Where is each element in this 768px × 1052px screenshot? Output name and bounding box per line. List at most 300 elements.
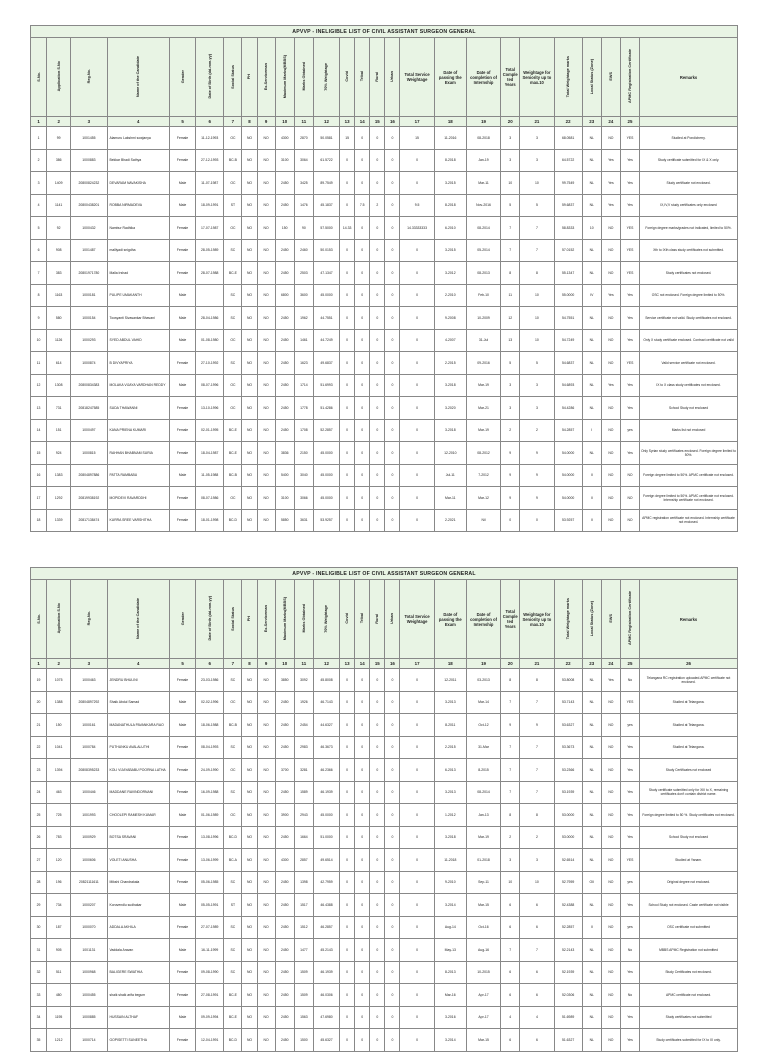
table-cell: NL	[582, 1006, 601, 1029]
table-cell: Male	[169, 1006, 195, 1029]
column-header: S.No.	[31, 38, 47, 117]
table-cell: 0	[385, 916, 400, 939]
table-cell: 16-09-1988	[196, 781, 224, 804]
column-header: Remarks	[640, 38, 738, 117]
table-cell: 0	[355, 1029, 370, 1052]
table-cell: NO	[242, 397, 257, 420]
table-cell: Female	[169, 759, 195, 782]
table-cell: 2	[520, 826, 554, 849]
table-cell: 52.2143	[554, 939, 582, 962]
table-cell: 3-2018	[434, 419, 466, 442]
table-cell: 0	[385, 487, 400, 510]
table-cell: Female	[169, 149, 195, 172]
table-cell: yes	[620, 916, 639, 939]
table-cell: Male	[169, 804, 195, 827]
table-cell: 0	[370, 894, 385, 917]
table-cell: 1308	[47, 374, 71, 397]
table-cell: 6	[520, 984, 554, 1007]
table-cell: Yes	[620, 894, 639, 917]
table-cell: 12	[501, 307, 520, 330]
table-cell: Marks list not enclosed	[640, 419, 738, 442]
table-cell: 49.6514	[313, 849, 339, 872]
table-cell: NO	[601, 329, 620, 352]
table-cell: 0	[340, 149, 355, 172]
table-title: APVVP - INELIGIBLE LIST OF CIVIL ASSISTANT SURGEON GENERAL	[31, 26, 738, 38]
table-cell: NO	[601, 487, 620, 510]
table-cell: 8	[520, 669, 554, 692]
table-cell: Feb-10	[466, 284, 500, 307]
table-cell: KOLI VIJAYABABU POORNA LATHA	[107, 759, 169, 782]
table-cell: KANA PRIENA KUMARI	[107, 419, 169, 442]
table-cell: 31-Mar	[466, 736, 500, 759]
table-cell: Male	[169, 194, 195, 217]
table-row	[31, 1029, 738, 1052]
column-number: 23	[582, 117, 601, 127]
table-cell: NO	[242, 442, 257, 465]
table-cell: Toosyanti Sivasankar Bhavani	[107, 307, 169, 330]
table-cell: BC-D	[224, 826, 242, 849]
table-cell: 99.7549	[554, 172, 582, 195]
table-cell: Study certificate not enclosed.	[640, 172, 738, 195]
table-cell: NL	[582, 239, 601, 262]
table-cell: 0	[340, 487, 355, 510]
table-cell: 46.1939	[313, 961, 339, 984]
column-number: 18	[434, 117, 466, 127]
table-cell: 0	[340, 849, 355, 872]
table-cell: 1075	[47, 669, 71, 692]
table-cell: 13	[31, 397, 47, 420]
table-cell: NO	[257, 509, 275, 532]
column-number: 11	[294, 117, 313, 127]
table-cell: 0	[400, 262, 434, 285]
column-number: 12	[313, 117, 339, 127]
table-cell: 0	[385, 894, 400, 917]
table-cell: NL	[582, 894, 601, 917]
table-cell: 0	[340, 669, 355, 692]
table-cell: NO	[257, 871, 275, 894]
column-header: APMC Registration Certificate	[620, 38, 639, 117]
table-cell: OC	[224, 217, 242, 240]
column-header: Total Service Weightage	[400, 38, 434, 117]
table-cell: NO	[242, 329, 257, 352]
table-cell: NO	[242, 961, 257, 984]
column-header: Urban	[385, 580, 400, 659]
table-cell: 0	[340, 714, 355, 737]
table-cell: 27-12-1993	[196, 149, 224, 172]
column-header: Name of the Candidate	[107, 38, 169, 117]
table-cell: 0	[340, 239, 355, 262]
table-cell: 10	[582, 217, 601, 240]
table-cell: 1001455	[71, 127, 107, 150]
table-cell: 45.0000	[313, 284, 339, 307]
table-cell: Mar-19	[466, 374, 500, 397]
table-cell: NO	[601, 714, 620, 737]
table-cell: OSC certificate not submitted	[640, 916, 738, 939]
table-cell: Nil	[466, 509, 500, 532]
table-cell: 27-07-1989	[196, 916, 224, 939]
table-cell: 5850	[275, 509, 294, 532]
table-cell: 9	[520, 714, 554, 737]
table-cell: Yes	[620, 194, 639, 217]
table-row	[31, 194, 738, 217]
table-cell: 2-2015	[434, 736, 466, 759]
table-cell: Mar-15	[466, 1029, 500, 1052]
table-cell: NO	[620, 464, 639, 487]
table-cell: 0	[385, 714, 400, 737]
column-number: 25	[620, 117, 639, 127]
table-cell: 34	[31, 1006, 47, 1029]
table-cell: RAHHAN BHABNAM SURIA	[107, 442, 169, 465]
column-number: 14	[355, 117, 370, 127]
table-cell: NO	[242, 419, 257, 442]
table-cell: 1000207	[71, 894, 107, 917]
table-cell: 2450	[275, 1006, 294, 1029]
table-cell: 0	[385, 1029, 400, 1052]
table-cell: 0	[340, 871, 355, 894]
table-cell: ROBBA NIRMADEVA	[107, 194, 169, 217]
table-cell: 44.7551	[313, 307, 339, 330]
table-cell: NO	[242, 262, 257, 285]
table-cell: 44.7249	[313, 329, 339, 352]
table-cell: 1141	[47, 194, 71, 217]
column-header: Name of the Candidate	[107, 580, 169, 659]
table-cell: Mar-21	[466, 397, 500, 420]
table-cell: 3631	[294, 509, 313, 532]
table-cell: NL	[582, 194, 601, 217]
table-cell: 0	[400, 239, 434, 262]
table-cell: Yes	[601, 149, 620, 172]
table-cell: 02-02-1996	[196, 691, 224, 714]
table-cell: 0	[400, 374, 434, 397]
table-cell: NL	[582, 172, 601, 195]
table-cell: NL	[582, 781, 601, 804]
table-cell: 53.7143	[554, 691, 582, 714]
table-cell: SC	[224, 871, 242, 894]
table-cell: 1409	[47, 172, 71, 195]
column-number: 24	[601, 659, 620, 669]
table-cell: 1509	[294, 984, 313, 1007]
table-cell: 2450	[275, 826, 294, 849]
table-cell: NO	[601, 804, 620, 827]
column-number: 1	[31, 117, 47, 127]
table-cell: 7	[501, 939, 520, 962]
table-cell: 2450	[275, 916, 294, 939]
column-number: 12	[313, 659, 339, 669]
table-cell: 53.2366	[554, 759, 582, 782]
table-cell: 1001487	[71, 239, 107, 262]
table-cell: NO	[242, 217, 257, 240]
table-cell: 1477	[294, 939, 313, 962]
table-cell: NO	[242, 669, 257, 692]
table-cell: Male	[169, 894, 195, 917]
table-cell: Male	[169, 307, 195, 330]
column-number: 26	[640, 659, 738, 669]
table-cell: 53.0000	[554, 804, 582, 827]
table-cell: Female	[169, 1029, 195, 1052]
table-cell: Jan-19	[466, 149, 500, 172]
column-number: 6	[196, 659, 224, 669]
table-cell: NL	[582, 759, 601, 782]
table-cell: 150	[275, 217, 294, 240]
table-cell: 09-08-1990	[196, 961, 224, 984]
table-cell: PATTA RAMBABU	[107, 464, 169, 487]
table-cell: 1339	[47, 509, 71, 532]
table-cell: SC	[224, 239, 242, 262]
table-cell: 1589	[294, 781, 313, 804]
table-cell: 1000874	[71, 352, 107, 375]
table-cell: YES	[620, 352, 639, 375]
table-cell: 0	[385, 352, 400, 375]
table-cell: 0	[340, 442, 355, 465]
column-header: Date of Birth (dd-mm-yy)	[196, 38, 224, 117]
table-cell: 3092	[294, 669, 313, 692]
table-cell: 120	[47, 849, 71, 872]
table-cell: 2450	[275, 871, 294, 894]
table-cell: 4	[520, 1006, 554, 1029]
table-cell: 9-2008	[434, 307, 466, 330]
column-number: 6	[196, 117, 224, 127]
table-cell: 3700	[275, 759, 294, 782]
table-cell: 20800438201	[71, 194, 107, 217]
table-cell: NO	[601, 894, 620, 917]
table-cell: 20800834383	[71, 374, 107, 397]
table-cell: Study certificate submitted only for XIII to X, remaining certificates don't contain district name.	[640, 781, 738, 804]
table-cell: 18-01-1998	[196, 509, 224, 532]
table-cell: 7	[501, 781, 520, 804]
table-cell: 52.2857	[554, 916, 582, 939]
table-cell: 0	[355, 239, 370, 262]
table-cell: 1292	[47, 487, 71, 510]
column-header: Date of passing the Exam	[434, 38, 466, 117]
table-cell: 0	[400, 419, 434, 442]
table-cell: 53.9257	[313, 509, 339, 532]
table-cell: BC-E	[224, 1006, 242, 1029]
table-cell: 46.3673	[313, 736, 339, 759]
table-cell: 20817138474	[71, 509, 107, 532]
column-number: 5	[169, 117, 195, 127]
table-cell: 0	[385, 329, 400, 352]
table-cell: 8-2013	[434, 961, 466, 984]
table-cell: 1000883	[71, 149, 107, 172]
table-cell: Apr-17	[466, 984, 500, 1007]
table-cell: 7	[520, 691, 554, 714]
table-cell: 20804897886	[71, 464, 107, 487]
table-cell: 18	[31, 509, 47, 532]
table-row	[31, 849, 738, 872]
table-cell: 8-2018	[434, 149, 466, 172]
table-cell: GOPISETTI SUNEETHA	[107, 1029, 169, 1052]
table-cell: CHOOLEPI RAMESH KUMAR	[107, 804, 169, 827]
table-cell: Yes	[601, 284, 620, 307]
table-cell: 0	[370, 442, 385, 465]
table-cell: 45.0000	[313, 464, 339, 487]
table-cell: School Study not enclosed	[640, 397, 738, 420]
table-cell: 33	[31, 984, 47, 1007]
table-cell: 7-2012	[466, 464, 500, 487]
column-header: Total Completed Years	[501, 580, 520, 659]
table-cell: ST	[224, 194, 242, 217]
table-cell: 9	[501, 714, 520, 737]
table-cell: NO	[601, 262, 620, 285]
column-number: 14	[355, 659, 370, 669]
table-cell: 0	[400, 149, 434, 172]
table-cell: OC	[224, 374, 242, 397]
table-cell: yes	[620, 871, 639, 894]
table-cell: NO	[257, 127, 275, 150]
table-cell: SC	[224, 736, 242, 759]
table-cell: 53.6327	[554, 714, 582, 737]
table-cell: 52.1939	[554, 961, 582, 984]
table-cell: NO	[242, 894, 257, 917]
table-cell: 1000154	[71, 307, 107, 330]
table-cell: Jan-13	[466, 804, 500, 827]
table-cell: 31	[31, 939, 47, 962]
table-cell: 27	[31, 849, 47, 872]
table-cell: 0	[370, 329, 385, 352]
table-cell: 0	[340, 984, 355, 1007]
column-number: 21	[520, 659, 554, 669]
column-number: 9	[257, 659, 275, 669]
table-cell: YES	[620, 849, 639, 872]
table-cell: 1000497	[71, 419, 107, 442]
table-cell: 2450	[275, 939, 294, 962]
table-cell: 0	[340, 329, 355, 352]
column-number: 10	[275, 117, 294, 127]
table-cell: NO	[242, 374, 257, 397]
table-cell: 0	[385, 509, 400, 532]
table-cell: 9	[520, 487, 554, 510]
table-cell: NL	[582, 149, 601, 172]
table-cell: OC	[224, 759, 242, 782]
table-cell: 0	[370, 984, 385, 1007]
table-cell: 0	[340, 419, 355, 442]
table-cell: 54.0000	[554, 442, 582, 465]
table-cell: 21	[31, 714, 47, 737]
table-cell: 2450	[275, 307, 294, 330]
table-cell: Yes	[620, 781, 639, 804]
table-cell: Yes	[620, 172, 639, 195]
table-cell: 2-2015	[434, 352, 466, 375]
table-cell: 0	[355, 714, 370, 737]
table-cell: SC	[224, 961, 242, 984]
table-cell: DEVARAM NAVAKISHA	[107, 172, 169, 195]
table-cell: 0	[340, 194, 355, 217]
table-cell: 54.4286	[554, 397, 582, 420]
table-cell: NL	[582, 939, 601, 962]
column-header: Covid	[340, 38, 355, 117]
table-cell: 7	[520, 239, 554, 262]
table-cell: NO	[601, 397, 620, 420]
table-cell: 09-09-1994	[196, 1006, 224, 1029]
table-cell: NO	[242, 487, 257, 510]
table-cell: Female	[169, 826, 195, 849]
table-cell: 42.7959	[313, 871, 339, 894]
table-cell: PULIPE UMAKANTH	[107, 284, 169, 307]
table-cell: 3064	[294, 149, 313, 172]
table-cell: NO	[242, 939, 257, 962]
table-cell: 0	[400, 984, 434, 1007]
table-cell: 0	[400, 1029, 434, 1052]
table-cell: 54.0000	[554, 487, 582, 510]
table-cell: 01-06-1989	[196, 804, 224, 827]
table-cell: 9	[31, 307, 47, 330]
table-cell: 3900	[275, 804, 294, 827]
table-cell: 0	[370, 352, 385, 375]
table-cell: 68.0581	[554, 127, 582, 150]
table-cell: JENDRU BHULINI	[107, 669, 169, 692]
table-cell: YES	[620, 262, 639, 285]
table-cell: 90	[294, 217, 313, 240]
table-cell: YES	[620, 217, 639, 240]
table-cell: 13-10-1996	[196, 397, 224, 420]
table-cell: 11-07-1987	[196, 172, 224, 195]
table-cell: Study Certificates not enclosed.	[640, 961, 738, 984]
table-cell: 10-2009	[466, 307, 500, 330]
table-cell: 30	[31, 916, 47, 939]
table-cell: 19	[31, 669, 47, 692]
table-cell: 0	[370, 262, 385, 285]
table-row	[31, 284, 738, 307]
table-cell: IV	[582, 284, 601, 307]
table-cell: 45.2143	[313, 939, 339, 962]
column-header: Ex-Serviceman	[257, 580, 275, 659]
table-cell: 0	[355, 509, 370, 532]
table-cell: 53.3673	[554, 736, 582, 759]
table-cell: 16-11-1999	[196, 939, 224, 962]
column-header: Total Weightage marks	[554, 38, 582, 117]
table-row	[31, 759, 738, 782]
table-cell: 0	[340, 736, 355, 759]
table-cell: 3-2018	[434, 826, 466, 849]
table-cell: Study Certificates not enclosed	[640, 759, 738, 782]
table-cell: 11	[31, 352, 47, 375]
table-cell: School Study not enclosed	[640, 826, 738, 849]
table-cell: 7	[520, 781, 554, 804]
table-cell: 45.8008	[313, 669, 339, 692]
table-cell: NO	[601, 307, 620, 330]
table-cell: Yes	[620, 804, 639, 827]
table-cell: 0	[400, 781, 434, 804]
table-cell: Mikshi Chandrakala	[107, 871, 169, 894]
table-cell: 05-06-1985	[196, 871, 224, 894]
table-cell: 54.0000	[554, 464, 582, 487]
table-cell: 1126	[47, 329, 71, 352]
table-cell: 2450	[275, 781, 294, 804]
table-cell: 2150	[294, 442, 313, 465]
table-cell: 5	[501, 352, 520, 375]
table-cell: 25	[31, 804, 47, 827]
table-cell: MBBS APMC Registration not submitted	[640, 939, 738, 962]
table-cell: 22	[31, 736, 47, 759]
table-cell: 0	[340, 1006, 355, 1029]
table-cell: 01-2018	[466, 849, 500, 872]
table-cell: NO	[601, 849, 620, 872]
table-cell: 13-08-1996	[196, 826, 224, 849]
table-cell: 1000161	[71, 714, 107, 737]
table-cell: ST	[224, 894, 242, 917]
table-cell: 53.1939	[554, 781, 582, 804]
table-cell: 0	[340, 464, 355, 487]
table-cell: IX,IV,V study certificates only enclosed	[640, 194, 738, 217]
column-number: 2	[47, 117, 71, 127]
column-number: 7	[224, 659, 242, 669]
table-row	[31, 149, 738, 172]
table-cell: 2-2021	[434, 509, 466, 532]
table-cell: 0	[340, 307, 355, 330]
table-row	[31, 736, 738, 759]
table-cell: 8	[520, 804, 554, 827]
table-cell: 9	[501, 464, 520, 487]
